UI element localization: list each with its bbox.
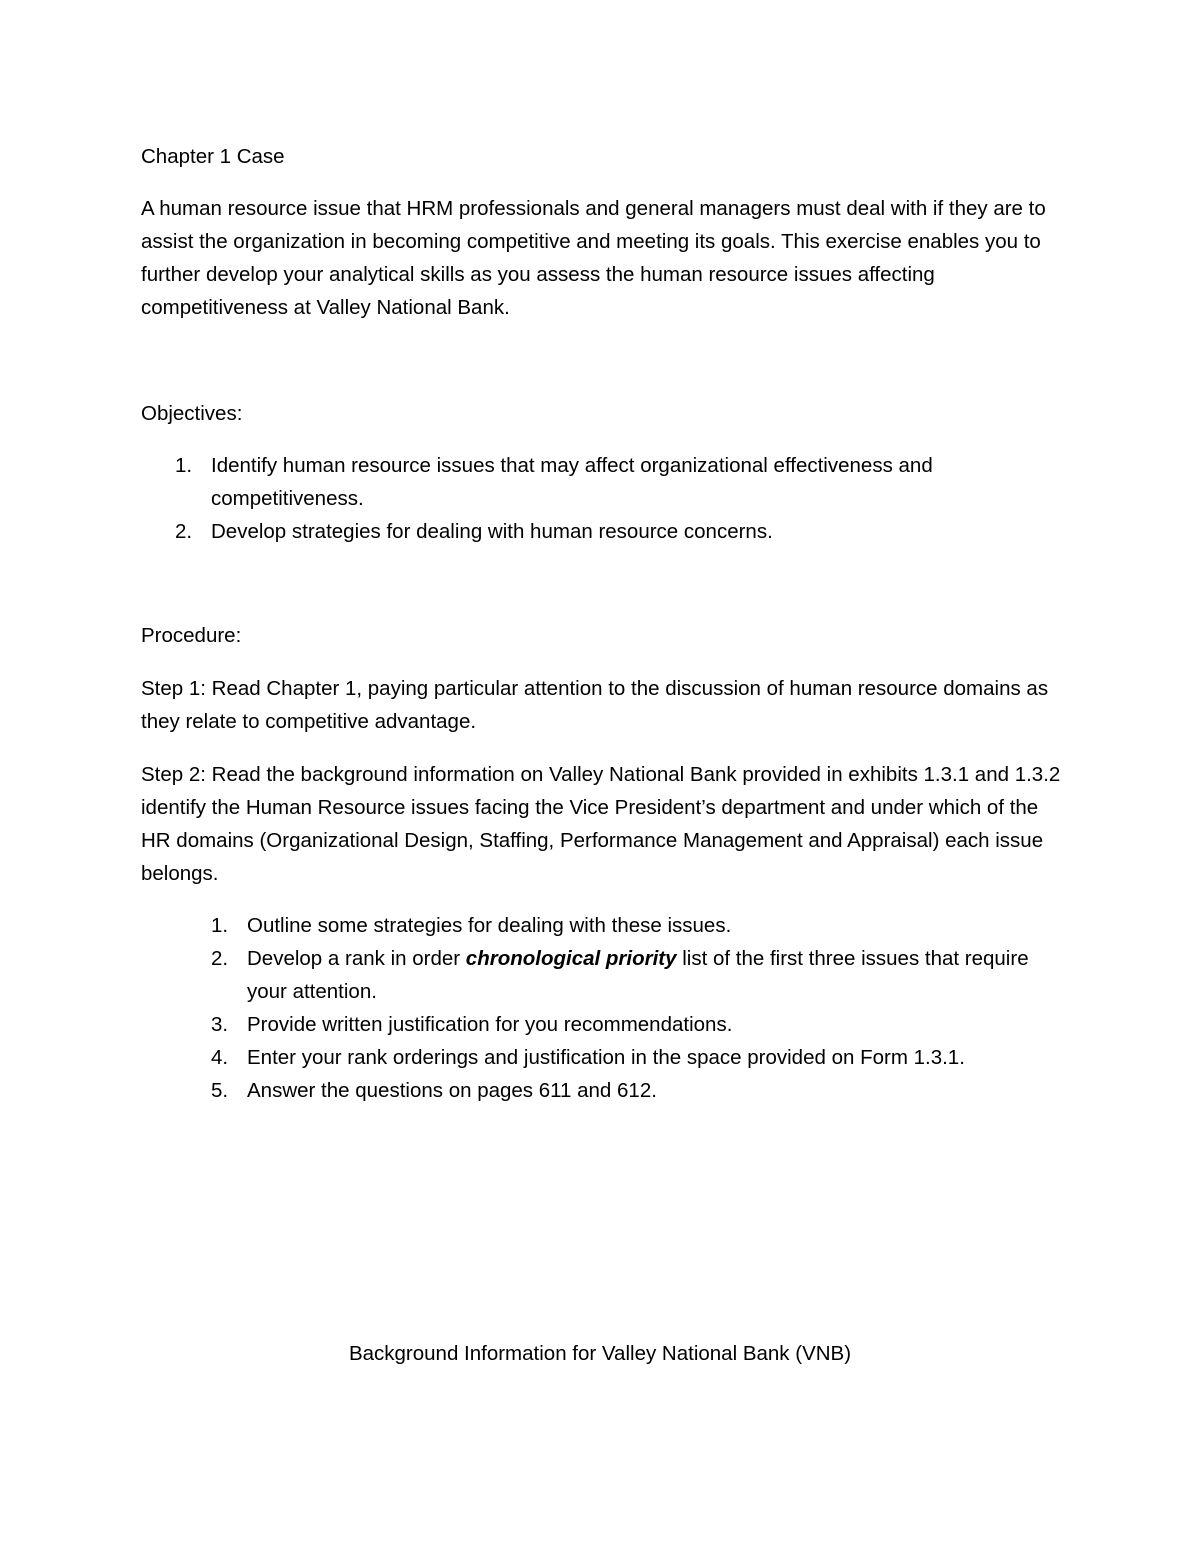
procedure-text: Provide written justification for you recommendations. [247, 1013, 733, 1036]
procedure-item [211, 1074, 1031, 1107]
list-number: 5. [211, 1079, 229, 1102]
list-number: 2. [175, 520, 193, 543]
procedure-item [211, 1008, 1031, 1041]
list-number: 3. [211, 1013, 229, 1036]
emphasized-text: chronological priority [465, 947, 677, 970]
intro-paragraph: A human resource issue that HRM professionals and general managers must deal with if they are to assist the organization in becoming competitive and meeting its goals. This exercise enables you to further develop your analytical skills as you assess the human resource issues affecting competitiveness at Valley National Bank. [141, 197, 1046, 319]
procedure-text: Enter your rank orderings and justification in the space provided on Form 1.3.1. [247, 1046, 965, 1069]
procedure-text: Answer the questions on pages 611 and 612. [247, 1079, 657, 1102]
list-number: 4. [211, 1046, 229, 1069]
objective-text: Develop strategies for dealing with human resource concerns. [211, 520, 773, 543]
procedure-text: Outline some strategies for dealing with these issues. [247, 914, 732, 937]
procedure-list [211, 909, 1031, 1107]
procedure-item [211, 909, 1031, 942]
document-title: Chapter 1 Case [141, 145, 285, 168]
list-number: 2. [211, 947, 229, 970]
objectives-heading: Objectives: [141, 402, 243, 425]
procedure-item [211, 942, 1031, 1008]
step-2-paragraph: Step 2: Read the background information on Valley National Bank provided in exhibits 1.3.1 and 1.3.2 identify the Human Resource issues facing the Vice President’s department and under which of the HR domains (Organizational Design, Staffing, Performance Management and Appraisal) each issue belongs. [141, 763, 1061, 885]
procedure-heading: Procedure: [141, 624, 242, 647]
objective-item [175, 449, 1005, 515]
procedure-text-after: list of the first three issues that require your attention. [247, 947, 1029, 1003]
list-number: 1. [175, 454, 193, 477]
objective-text: Identify human resource issues that may affect organizational effectiveness and competitiveness. [211, 454, 933, 510]
objectives-list [175, 449, 1005, 548]
objective-item [175, 515, 1005, 548]
step-1-paragraph: Step 1: Read Chapter 1, paying particular attention to the discussion of human resource domains as they relate to competitive advantage. [141, 677, 1049, 733]
procedure-item [211, 1041, 1031, 1074]
background-heading: Background Information for Valley National Bank (VNB) [348, 1342, 852, 1365]
procedure-text-before: Develop a rank in order [247, 947, 466, 970]
list-number: 1. [211, 914, 229, 937]
